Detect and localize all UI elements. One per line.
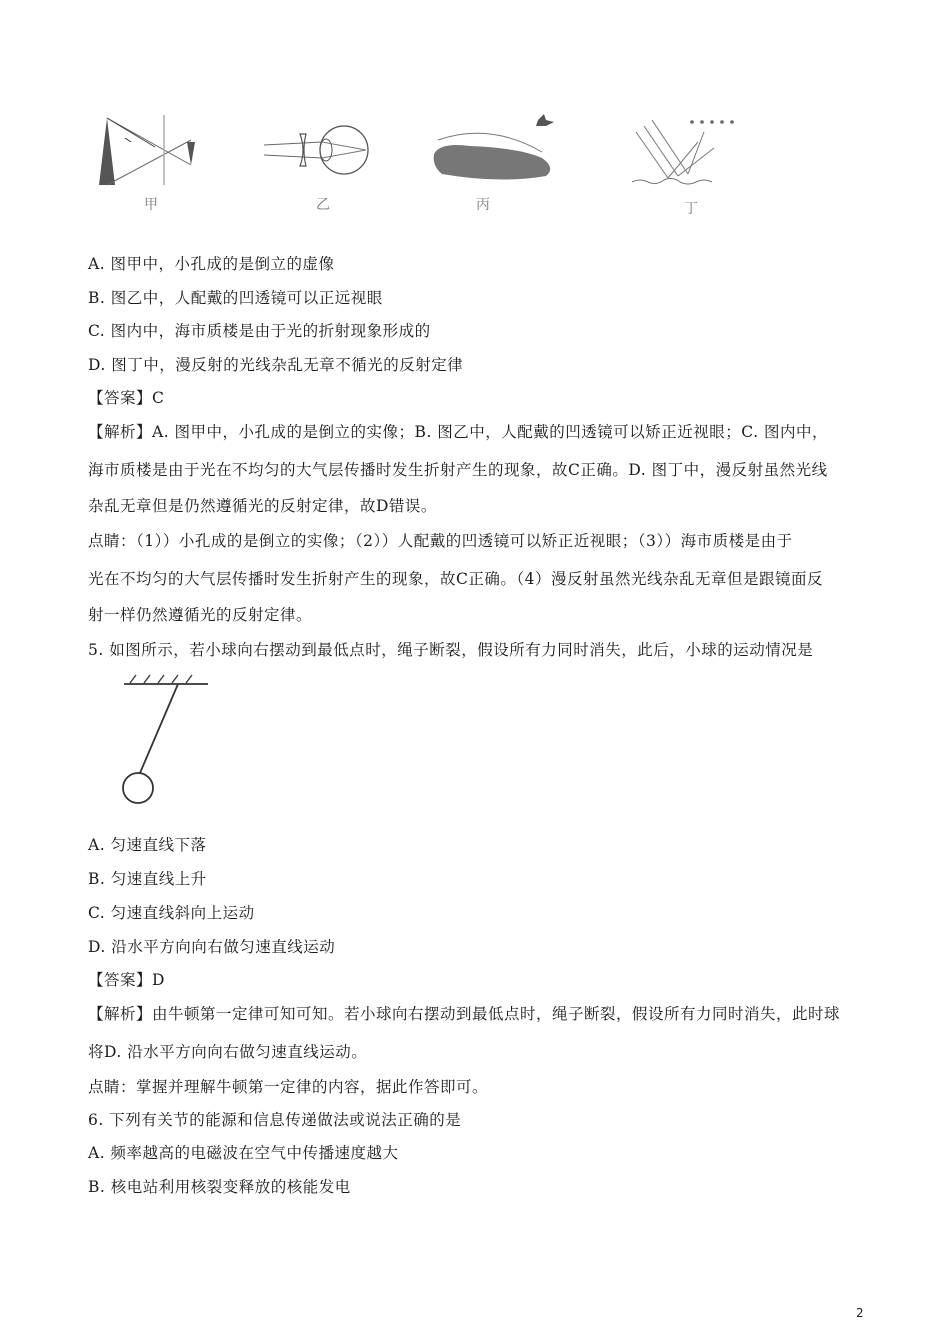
q5-stem: 5. 如图所示，若小球向右摆动到最低点时，绳子断裂，假设所有力同时消失，此后，小球的运动情况是 [88, 641, 814, 659]
figure-pendulum [116, 670, 216, 810]
q4-option-c: C. 图内中，海市质楼是由于光的折射现象形成的 [88, 322, 431, 340]
figure-yi-eye-lens [262, 120, 382, 180]
q4-option-a: A. 图甲中，小孔成的是倒立的虚像 [88, 255, 335, 273]
q4-option-d: D. 图丁中，漫反射的光线杂乱无章不循光的反射定律 [88, 356, 464, 374]
figure-bing-mirage [430, 112, 565, 192]
q5-comment: 点睛：掌握并理解牛顿第一定律的内容，据此作答即可。 [88, 1078, 489, 1096]
figure-label-jia: 甲 [144, 197, 158, 213]
q5-answer: 【答案】D [88, 971, 165, 989]
figure-ding-diffuse-reflection [628, 112, 748, 192]
q4-comment-line-2: 光在不均匀的大气层传播时发生折射产生的现象，故C正确。（4）漫反射虽然光线杂乱无章但是跟镜面反 [88, 570, 823, 588]
q4-analysis-line-1: 【解析】A. 图甲中，小孔成的是倒立的实像；B. 图乙中，人配戴的凹透镜可以矫正近视眼；C. 图内中， [88, 423, 828, 441]
q5-option-a: A. 匀速直线下落 [88, 836, 207, 854]
q6-option-b: B. 核电站利用核裂变释放的核能发电 [88, 1178, 351, 1196]
q5-analysis-line-2: 将D. 沿水平方向向右做匀速直线运动。 [88, 1043, 368, 1061]
q5-option-c: C. 匀速直线斜向上运动 [88, 904, 255, 922]
q5-option-b: B. 匀速直线上升 [88, 870, 207, 888]
figure-label-bing: 丙 [476, 197, 490, 213]
q4-analysis-line-2: 海市质楼是由于光在不均匀的大气层传播时发生折射产生的现象，故C正确。D. 图丁中，漫反射虽然光线 [88, 461, 828, 479]
q4-comment-line-1: 点睛：（1））小孔成的是倒立的实像；（2））人配戴的凹透镜可以矫正近视眼；（3））海市质楼是由于 [88, 532, 793, 550]
q4-comment-line-3: 射一样仍然遵循光的反射定律。 [88, 606, 313, 624]
q6-option-a: A. 频率越高的电磁波在空气中传播速度越大 [88, 1144, 399, 1162]
figure-label-yi: 乙 [316, 197, 330, 213]
q4-analysis-line-3: 杂乱无章但是仍然遵循光的反射定律，故D错误。 [88, 497, 437, 515]
q4-answer: 【答案】C [88, 389, 165, 407]
q5-analysis-line-1: 【解析】由牛顿第一定律可知可知。若小球向右摆动到最低点时，绳子断裂，假设所有力同时消失，此时球 [88, 1005, 841, 1023]
page-number: 2 [856, 1306, 864, 1320]
q6-stem: 6. 下列有关节的能源和信息传递做法或说法正确的是 [88, 1111, 462, 1129]
figure-label-ding: 丁 [684, 201, 698, 217]
figure-jia-pinhole [95, 110, 205, 190]
q5-option-d: D. 沿水平方向向右做匀速直线运动 [88, 938, 336, 956]
q4-option-b: B. 图乙中，人配戴的凹透镜可以正远视眼 [88, 289, 383, 307]
